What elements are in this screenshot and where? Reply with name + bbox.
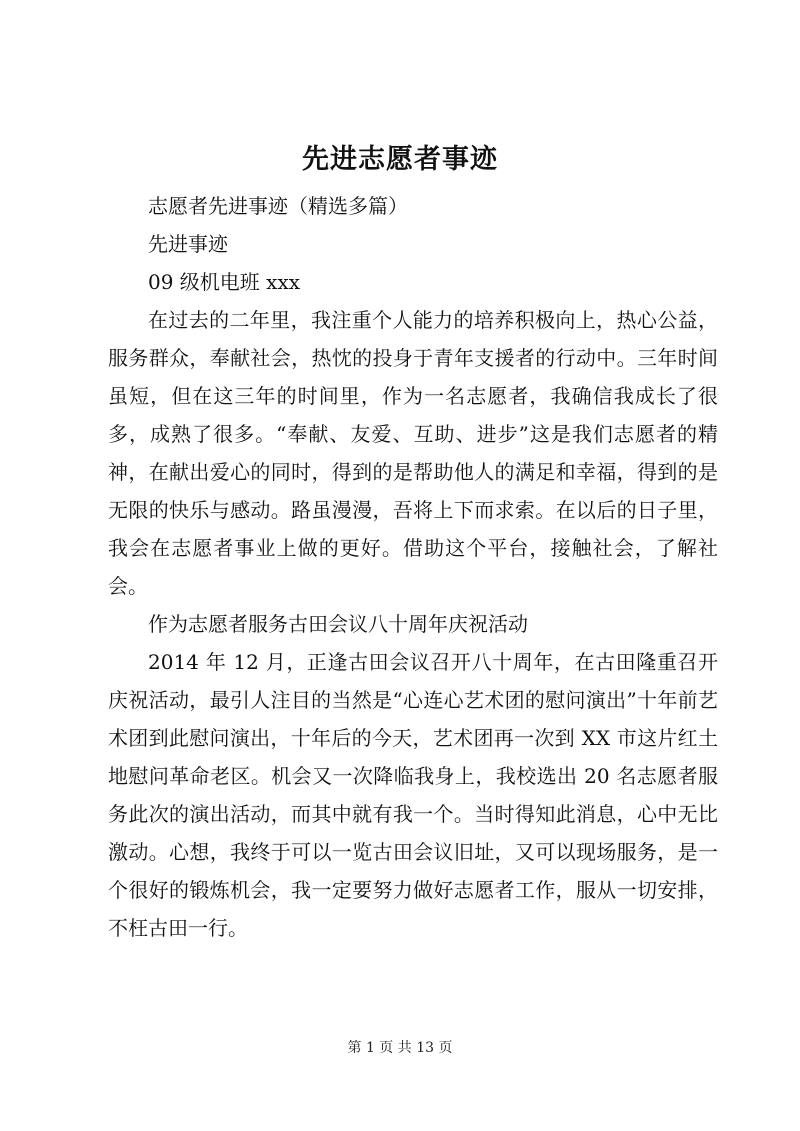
paragraph-body: 2014 年 12 月，正逢古田会议召开八十周年，在古田隆重召开庆祝活动，最引人注目的当然是“心连心艺术团的慰问演出”十年前艺术团到此慰问演出，十年后的今天，艺术团再一次到 XX 市这片红土地慰问革命老区。机会又一次降临我身上，我校选出 20 名志愿者服务此次的演出活动，而其中就有我一个。当时得知此消息，心中无比激动。心想，我终于可以一览古田会议旧址，又可以现场服务，是一个很好的锻炼机会，我一定要努力做好志愿者工作，服从一切安排，不枉古田一行。 [108, 650, 718, 940]
paragraph-author: 09 级机电班 xxx [148, 270, 301, 294]
document-body [108, 187, 718, 947]
paragraph-section-heading: 作为志愿者服务古田会议八十周年庆祝活动 [148, 612, 528, 636]
document-title: 先进志愿者事迹 [302, 144, 498, 175]
page-number-footer: 第 1 页 共 13 页 [347, 1040, 453, 1056]
paragraph-heading: 先进事迹 [148, 232, 228, 256]
paragraph-subtitle: 志愿者先进事迹（精选多篇） [148, 194, 408, 218]
paragraph-body: 在过去的二年里，我注重个人能力的培养积极向上，热心公益，服务群众，奉献社会，热忱的投身于青年支援者的行动中。三年时间虽短，但在这三年的时间里，作为一名志愿者，我确信我成长了很多，成熟了很多。“奉献、友爱、互助、进步”这是我们志愿者的精神，在献出爱心的同时，得到的是帮助他人的满足和幸福，得到的是无限的快乐与感动。路虽漫漫，吾将上下而求索。在以后的日子里，我会在志愿者事业上做的更好。借助这个平台，接触社会，了解社会。 [108, 308, 718, 598]
